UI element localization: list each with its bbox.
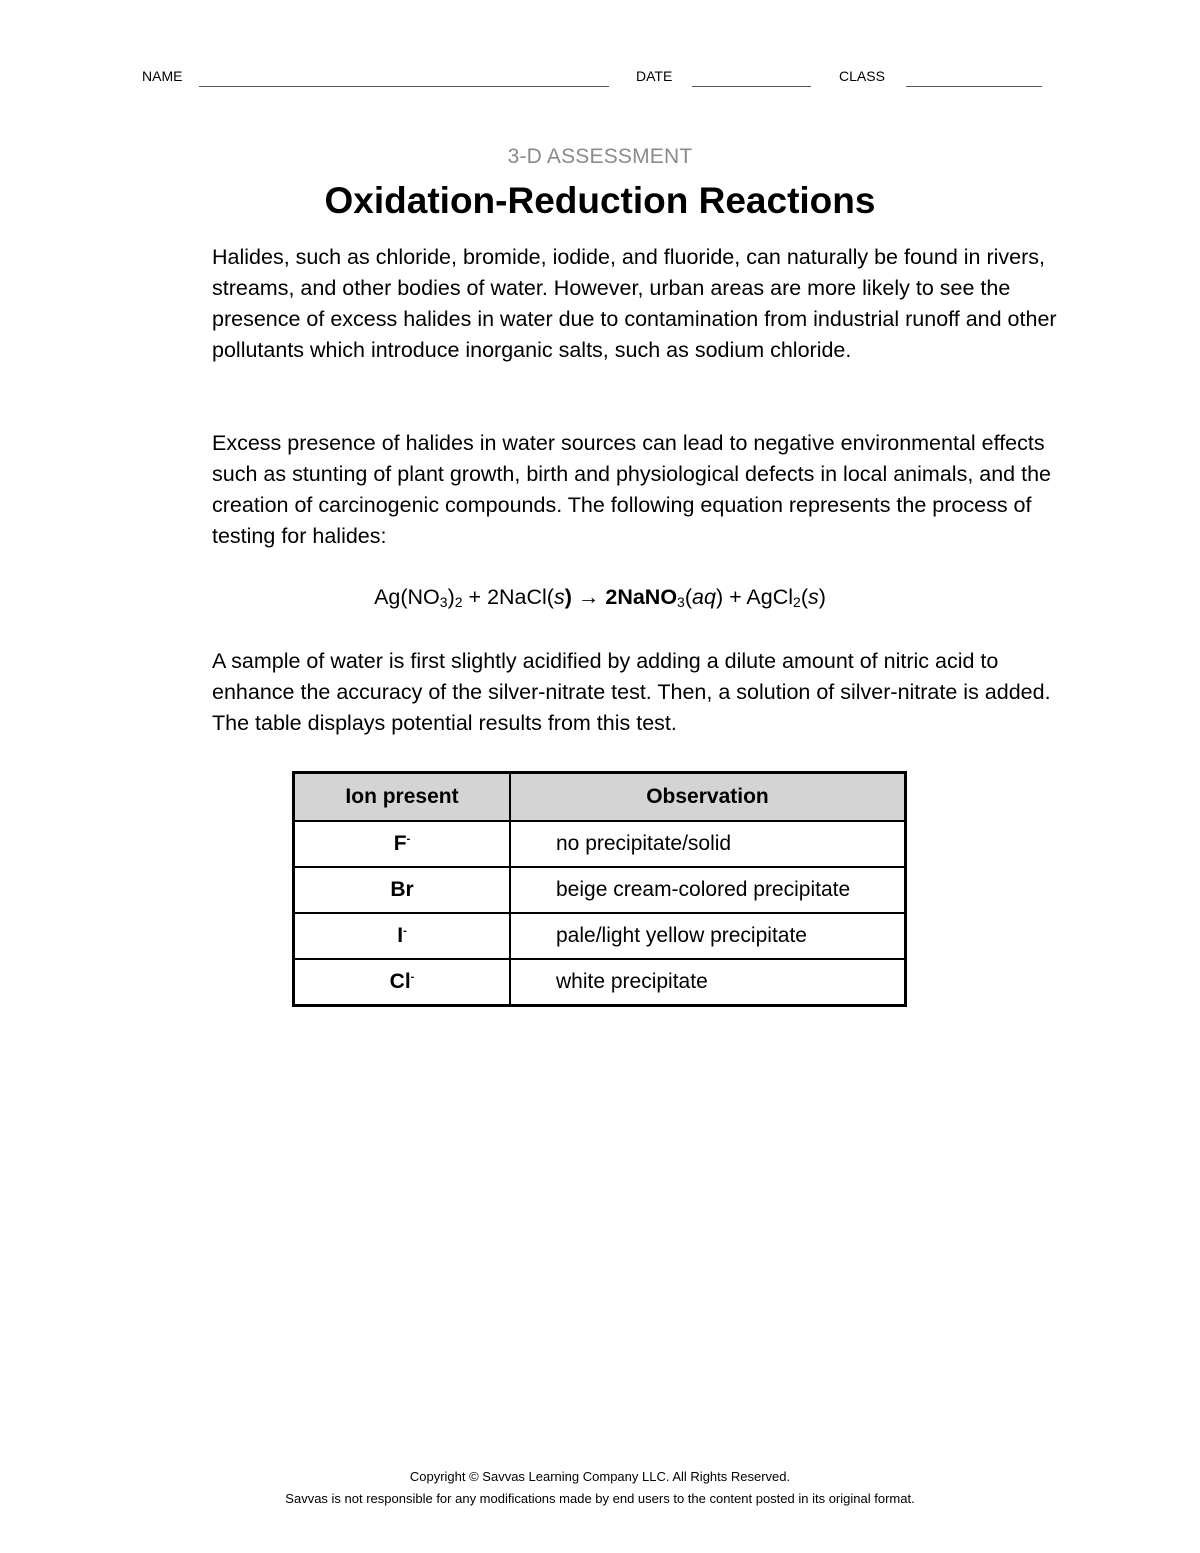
observation-cell: beige cream-colored precipitate xyxy=(510,867,906,913)
ion-symbol: I xyxy=(397,924,404,947)
date-label: DATE xyxy=(636,68,673,84)
eq-part: NaNO xyxy=(617,585,678,609)
class-label: CLASS xyxy=(839,68,885,84)
table-row xyxy=(294,959,906,1006)
eq-part: ) xyxy=(447,585,455,609)
footer-copyright: Copyright © Savvas Learning Company LLC. All Rights Reserved. xyxy=(409,1469,791,1484)
ion-cell xyxy=(294,867,511,913)
eq-state-solid: s xyxy=(807,585,819,609)
eq-state-solid: s xyxy=(553,585,565,609)
ion-symbol: Cl xyxy=(389,970,411,993)
effects-paragraph: Excess presence of halides in water sources can lead to negative environmental effects such as stunting of plant growth, birth and physiological defects in local animals, and the creation of carcinogenic compounds. The following equation represents the process of testing for halides: xyxy=(212,431,1051,548)
ion-cell xyxy=(294,913,511,959)
eq-part: ( xyxy=(800,585,808,609)
eq-part: + 2NaCl( xyxy=(462,585,554,609)
halide-results-table xyxy=(292,771,907,1007)
name-field-line[interactable] xyxy=(199,86,609,87)
table-header-row xyxy=(294,773,906,822)
eq-state-aqueous: aq xyxy=(692,585,716,609)
observation-cell: no precipitate/solid xyxy=(510,821,906,867)
eq-part: ) xyxy=(818,585,826,609)
name-label: NAME xyxy=(142,68,183,84)
ion-symbol: Br xyxy=(390,878,414,901)
class-field-line[interactable] xyxy=(906,86,1042,87)
ion-charge: - xyxy=(410,971,415,983)
eq-subscript: 2 xyxy=(793,594,801,610)
procedure-paragraph: A sample of water is first slightly acidified by adding a dilute amount of nitric acid to enhance the accuracy of the silver-nitrate test. Then, a solution of silver-nitrate is added. The table displays potential results from this test. xyxy=(212,649,1051,735)
page-title: Oxidation-Reduction Reactions xyxy=(324,180,876,221)
table-row xyxy=(294,867,906,913)
observation-cell: white precipitate xyxy=(510,959,906,1006)
ion-cell xyxy=(294,821,511,867)
ion-symbol: F xyxy=(393,832,407,855)
ion-charge: - xyxy=(406,833,411,845)
eq-part: Ag(NO xyxy=(374,585,440,609)
student-info-header xyxy=(142,66,1062,90)
eq-subscript: 2 xyxy=(454,594,463,610)
table-row xyxy=(294,913,906,959)
column-header-ion: Ion present xyxy=(294,773,511,822)
date-field-line[interactable] xyxy=(692,86,811,87)
eq-part: ) + AgCl xyxy=(715,585,794,609)
eq-subscript: 3 xyxy=(677,594,685,610)
intro-paragraph: Halides, such as chloride, bromide, iodide, and fluoride, can naturally be found in rivers, streams, and other bodies of water. However, urban areas are more likely to see the presence of excess halides in water due to contamination from industrial runoff and other pollutants which introduce inorganic salts, such as sodium chloride. xyxy=(212,245,1057,362)
ion-charge: - xyxy=(403,925,407,937)
eq-part: ( xyxy=(684,585,693,609)
column-header-observation: Observation xyxy=(510,773,906,822)
assessment-subtitle: 3-D ASSESSMENT xyxy=(507,145,693,168)
table-row xyxy=(294,821,906,867)
eq-arrow: → 2 xyxy=(571,585,618,609)
footer-disclaimer: Savvas is not responsible for any modifications made by end users to the content posted in its original format. xyxy=(285,1491,915,1506)
ion-cell xyxy=(294,959,511,1006)
eq-part: ) xyxy=(564,585,572,609)
chemical-equation xyxy=(0,585,1200,610)
eq-subscript: 3 xyxy=(439,594,448,610)
observation-cell: pale/light yellow precipitate xyxy=(510,913,906,959)
